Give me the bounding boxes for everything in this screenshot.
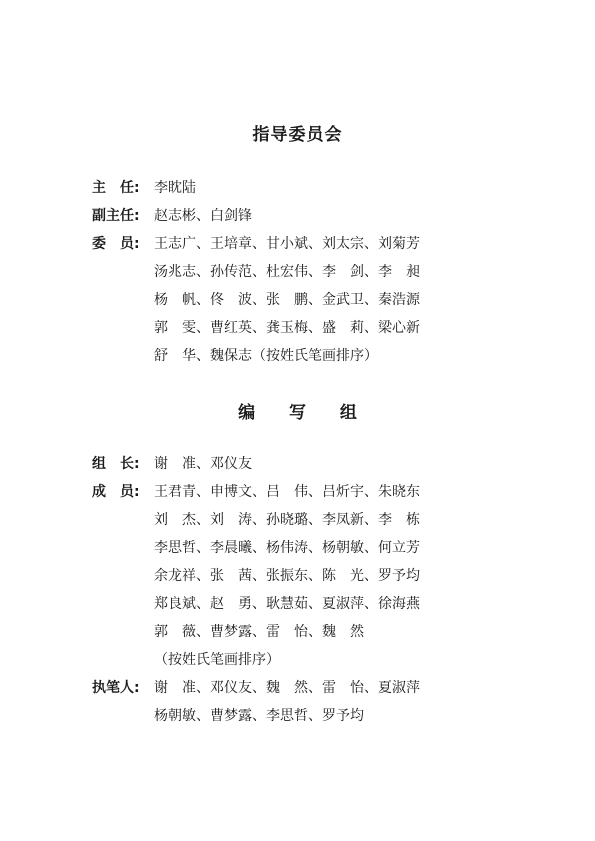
director-label: 主 任: (92, 180, 140, 196)
group-members-line: 郑良斌、赵 勇、耿慧茹、夏淑萍、徐海燕 (154, 596, 420, 612)
leader-row (92, 454, 252, 474)
group-members-line: 余龙祥、张 茜、张振东、陈 光、罗予均 (154, 568, 420, 584)
writers-line: 谢 准、邓仪友、魏 然、雷 怡、夏淑萍 (154, 680, 420, 696)
committee-members-line: 舒 华、魏保志（按姓氏笔画排序） (154, 348, 378, 364)
committee-members-line: 汤兆志、孙传范、杜宏伟、李 剑、李 昶 (154, 264, 420, 280)
director-value: 李眈陆 (154, 180, 196, 196)
group-members-label: 成 员: (92, 484, 140, 500)
committee-members-line: 杨 帆、佟 波、张 鹏、金武卫、秦浩源 (154, 292, 420, 308)
deputy-row (92, 206, 252, 226)
leader-value: 谢 准、邓仪友 (154, 456, 252, 472)
leader-label: 组 长: (92, 456, 140, 472)
writing-group-title: 编 写 组 (238, 403, 371, 423)
group-members-line: 王君青、申博文、吕 伟、吕炘宇、朱晓东 (154, 484, 420, 500)
director-row (92, 178, 196, 198)
committee-members-line: 王志广、王培章、甘小斌、刘太宗、刘菊芳 (154, 236, 420, 252)
group-members-line: 郭 薇、曹梦露、雷 怡、魏 然 (154, 624, 364, 640)
committee-title: 指导委员会 (252, 125, 343, 145)
committee-members-label: 委 员: (92, 236, 140, 252)
committee-members-row (92, 234, 420, 254)
writers-line: 杨朝敏、曹梦露、李思哲、罗予均 (154, 708, 364, 724)
writers-label: 执笔人: (92, 680, 140, 696)
group-members-row (92, 482, 420, 502)
writers-row (92, 678, 420, 698)
committee-members-line: 郭 雯、曹红英、龚玉梅、盛 莉、梁心新 (154, 320, 420, 336)
group-members-line: 刘 杰、刘 涛、孙晓璐、李凤新、李 栋 (154, 512, 420, 528)
group-members-line: 李思哲、李晨曦、杨伟涛、杨朝敏、何立芳 (154, 540, 420, 556)
deputy-label: 副主任: (92, 208, 140, 224)
group-members-note: （按姓氏笔画排序） (154, 652, 280, 668)
deputy-value: 赵志彬、白剑锋 (154, 208, 252, 224)
